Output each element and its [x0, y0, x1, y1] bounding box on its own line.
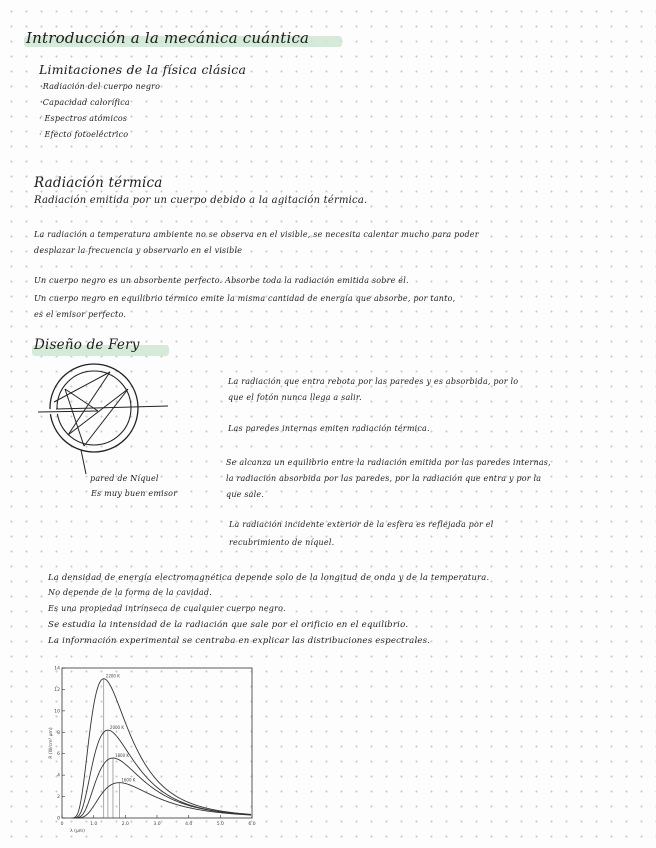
limitaciones-item: · Efecto fotoeléctrico [39, 130, 129, 139]
page-title: Introducción a la mecánica cuántica [26, 29, 310, 47]
y-tick-label: 10 [54, 709, 60, 715]
y-tick-label: 2 [57, 795, 60, 801]
limitaciones-item: ·Capacidad calorífica [40, 98, 130, 107]
y-tick-label: 14 [54, 666, 60, 672]
densidad-line: No depende de la forma de la cavidad. [48, 588, 212, 597]
y-tick-label: 12 [54, 687, 60, 693]
radiacion-paragraph-line: Un cuerpo negro en equilibrio térmico emite la misma cantidad de energía que absorbe, por tanto, [34, 294, 456, 303]
radiacion-definition: Radiación emitida por un cuerpo debido a la agitación térmica. [34, 195, 368, 206]
fery-heading: Diseño de Fery [34, 337, 140, 353]
series-line [72, 758, 252, 818]
series-label: 1600 K [121, 777, 136, 783]
limitaciones-heading: Limitaciones de la física clásica [39, 62, 247, 77]
fery-cavity-diagram [38, 362, 198, 482]
fery-label: Es muy buen emisor [91, 489, 178, 498]
series-label: 2000 K [109, 725, 124, 731]
blackbody-spectrum-chart [46, 662, 256, 847]
densidad-line: La densidad de energía electromagnética depende solo de la longitud de onda y de la temperatura. [48, 572, 490, 582]
x-tick-label: 4.0 [185, 822, 193, 827]
x-tick-label: 5.0 [216, 822, 224, 827]
series-label: 2200 K [105, 673, 120, 679]
series-label: 1800 K [114, 753, 130, 758]
fery-description-line: que el fotón nunca llega a salir. [228, 393, 362, 402]
y-tick-label: 4 [57, 773, 60, 779]
x-axis-label: λ (μm) [70, 829, 85, 834]
series-line [72, 679, 252, 818]
x-tick-label: 6.0 [248, 822, 256, 827]
fery-description-line: que sale. [226, 490, 265, 499]
y-tick-label: 6 [57, 752, 60, 758]
y-tick-label: 8 [57, 730, 60, 736]
fery-label: pared de Níquel [90, 474, 159, 483]
radiacion-heading: Radiación térmica [34, 175, 163, 191]
x-tick-label: 1.0 [90, 822, 98, 827]
densidad-line: Se estudia la intensidad de la radiación que sale por el orificio en el equilibrio. [48, 620, 409, 630]
densidad-line: La información experimental se centraba en explicar las distribuciones espectrales. [48, 636, 431, 646]
limitaciones-item: ·Radiación del cuerpo negro [40, 82, 161, 91]
x-tick-label: 0 [60, 822, 64, 827]
y-axis-label: R (W/cm² μm) [49, 727, 54, 759]
radiacion-paragraph-line: desplazar la frecuencia y observarlo en el visible [34, 246, 243, 255]
fery-description-line: La radiación que entra rebota por las paredes y es absorbida, por lo [228, 377, 519, 386]
x-tick-label: 3.0 [153, 822, 161, 827]
x-tick-label: 2.0 [121, 822, 129, 827]
fery-description-line: la radiación absorbida por las paredes, por la radiación que entra y por la [226, 474, 542, 483]
fery-description-line: Se alcanza un equilibrio entre la radiación emitida por las paredes internas, [226, 458, 551, 467]
y-tick-label: 0 [57, 816, 60, 822]
fery-description-line: recubrimiento de níquel. [229, 538, 335, 547]
series-line [72, 783, 252, 818]
radiacion-paragraph-line: La radiación a temperatura ambiente no se observa en el visible, se necesita calentar mucho para poder [34, 230, 479, 239]
fery-description-line: Las paredes internas emiten radiación térmica. [228, 424, 430, 433]
densidad-line: Es una propiedad intrínseca de cualquier cuerpo negro. [48, 604, 286, 613]
radiacion-paragraph-line: es el emisor perfecto. [34, 310, 127, 319]
radiacion-paragraph-line: Un cuerpo negro es un absorbente perfecto. Absorbe toda la radiación emitida sobre él. [34, 276, 409, 285]
fery-description-line: La radiación incidente exterior de la esfera es reflejada por el [229, 520, 494, 529]
limitaciones-item: · Espectros atómicos [39, 114, 128, 123]
